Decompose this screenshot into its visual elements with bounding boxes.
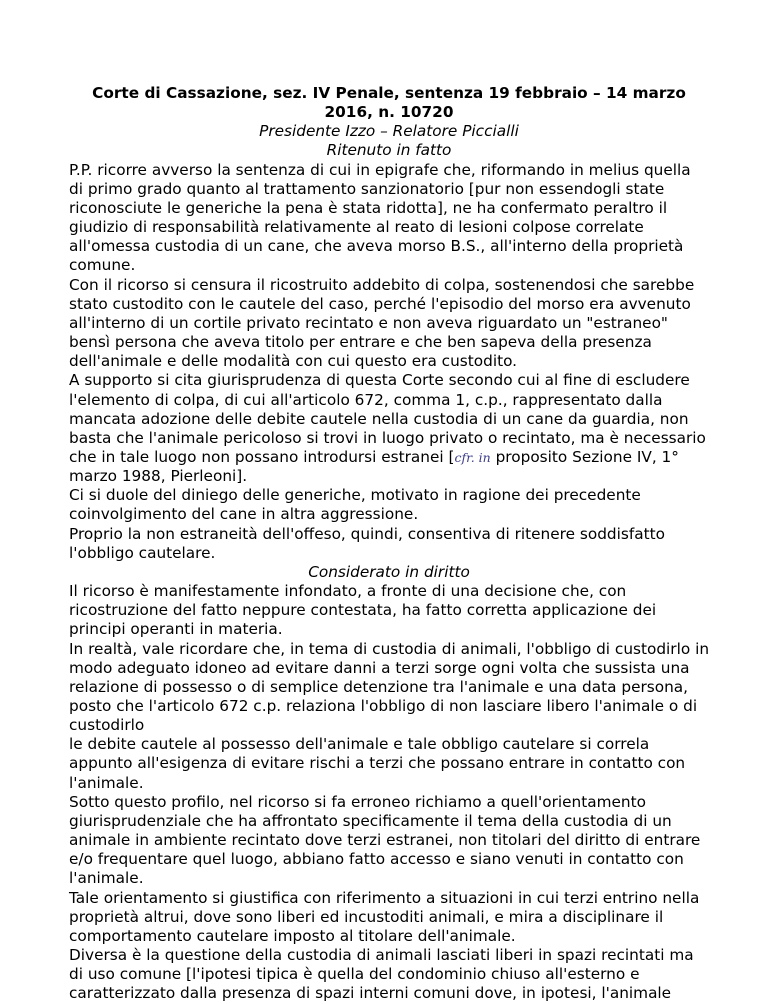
paragraph-6: Il ricorso è manifestamente infondato, a fronte di una decisione che, con ricostruzione del fatto neppure contestata, ha fatto corretta applicazione dei principi operanti in materia. bbox=[69, 582, 657, 639]
section-heading-law: Considerato in diritto bbox=[308, 562, 470, 581]
cfr-abbreviation: cfr. in bbox=[454, 449, 491, 465]
paragraph-1: P.P. ricorre avverso la sentenza di cui in epigrafe che, riformando in melius quella di primo grado quanto al trattamento sanzionatorio [pur non essendogli state riconosciute le generiche la pena è stata ridotta], ne ha confermato peraltro il giudizio di responsabilità relativamente al reato di lesioni colpose correlate all'omessa custodia di un cane, che aveva morso B.S., all'interno della proprietà comune. bbox=[69, 160, 691, 275]
paragraph-2: Con il ricorso si censura il ricostruito addebito di colpa, sostenendosi che sarebbe stato custodito con le cautele del caso, perché l'episodio del morso era avvenuto all'interno di un cortile privato recintato e non aveva riguardato un "estraneo" bensì persona che aveva titolo per entrare e che ben sapeva della presenza dell'animale e delle modalità con cui questo era custodito. bbox=[69, 275, 695, 371]
paragraph-3 bbox=[69, 371, 709, 486]
document-title bbox=[69, 84, 709, 122]
paragraph-3-start: A supporto si cita giurisprudenza di questa Corte secondo cui al fine di escludere l'elemento di colpa, di cui all'articolo 672, comma 1, c.p., rappresentato dalla mancata adozione delle debite cautele nella custodia di un cane da guardia, non basta che l'animale pericoloso si trovi in luogo privato o recintato, ma è necessario che in tale luogo non possano introdursi estranei [ bbox=[69, 371, 706, 466]
title-line-2: 2016, n. 10720 bbox=[324, 103, 454, 122]
paragraph-3-end: proposito Sezione IV, 1° marzo 1988, Pierleoni]. bbox=[69, 447, 679, 486]
paragraph-4: Ci si duole del diniego delle generiche, motivato in ragione dei precedente coinvolgimento del cane in altra aggressione. bbox=[69, 486, 641, 524]
paragraph-9: Tale orientamento si giustifica con riferimento a situazioni in cui terzi entrino nella proprietà altrui, dove sono liberi ed incustoditi animali, e mira a disciplinare il comportamento cautelare imposto al titolare dell'animale. bbox=[69, 888, 700, 945]
title-line-1: Corte di Cassazione, sez. IV Penale, sentenza 19 febbraio – 14 marzo bbox=[92, 84, 686, 102]
section-heading-facts: Ritenuto in fatto bbox=[326, 141, 452, 160]
paragraph-5: Proprio la non estraneità dell'offeso, quindi, consentiva di ritenere soddisfatto l'obbligo cautelare. bbox=[69, 524, 665, 562]
paragraph-7a: In realtà, vale ricordare che, in tema di custodia di animali, l'obbligo di custodirlo in modo adeguato idoneo ad evitare danni a terzi sorge ogni volta che sussista una relazione di possesso o di semplice detenzione tra l'animale e una data persona, posto che l'articolo 672 c.p. relaziona l'obbligo di non lasciare libero l'animale o di custodirlo bbox=[69, 639, 710, 735]
document-page bbox=[69, 84, 709, 1004]
presidents-line: Presidente Izzo – Relatore Piccialli bbox=[259, 122, 519, 141]
paragraph-8: Sotto questo profilo, nel ricorso si fa erroneo richiamo a quell'orientamento giurisprudenziale che ha affrontato specificamente il tema della custodia di un animale in ambiente recintato dove terzi estranei, non titolari del diritto di entrare e/o frequentare quel luogo, abbiano fatto accesso e siano venuti in contatto con l'animale. bbox=[69, 792, 701, 888]
paragraph-10: Diversa è la questione della custodia di animali lasciati liberi in spazi recintati ma di uso comune [l'ipotesi tipica è quella del condominio chiuso all'esterno e caratterizzato dalla presenza di spazi interni comuni dove, in ipotesi, l'animale bbox=[69, 946, 694, 1003]
paragraph-7b: le debite cautele al possesso dell'animale e tale obbligo cautelare si correla appunto all'esigenza di evitare rischi a terzi che possano entrare in contatto con l'animale. bbox=[69, 735, 686, 792]
